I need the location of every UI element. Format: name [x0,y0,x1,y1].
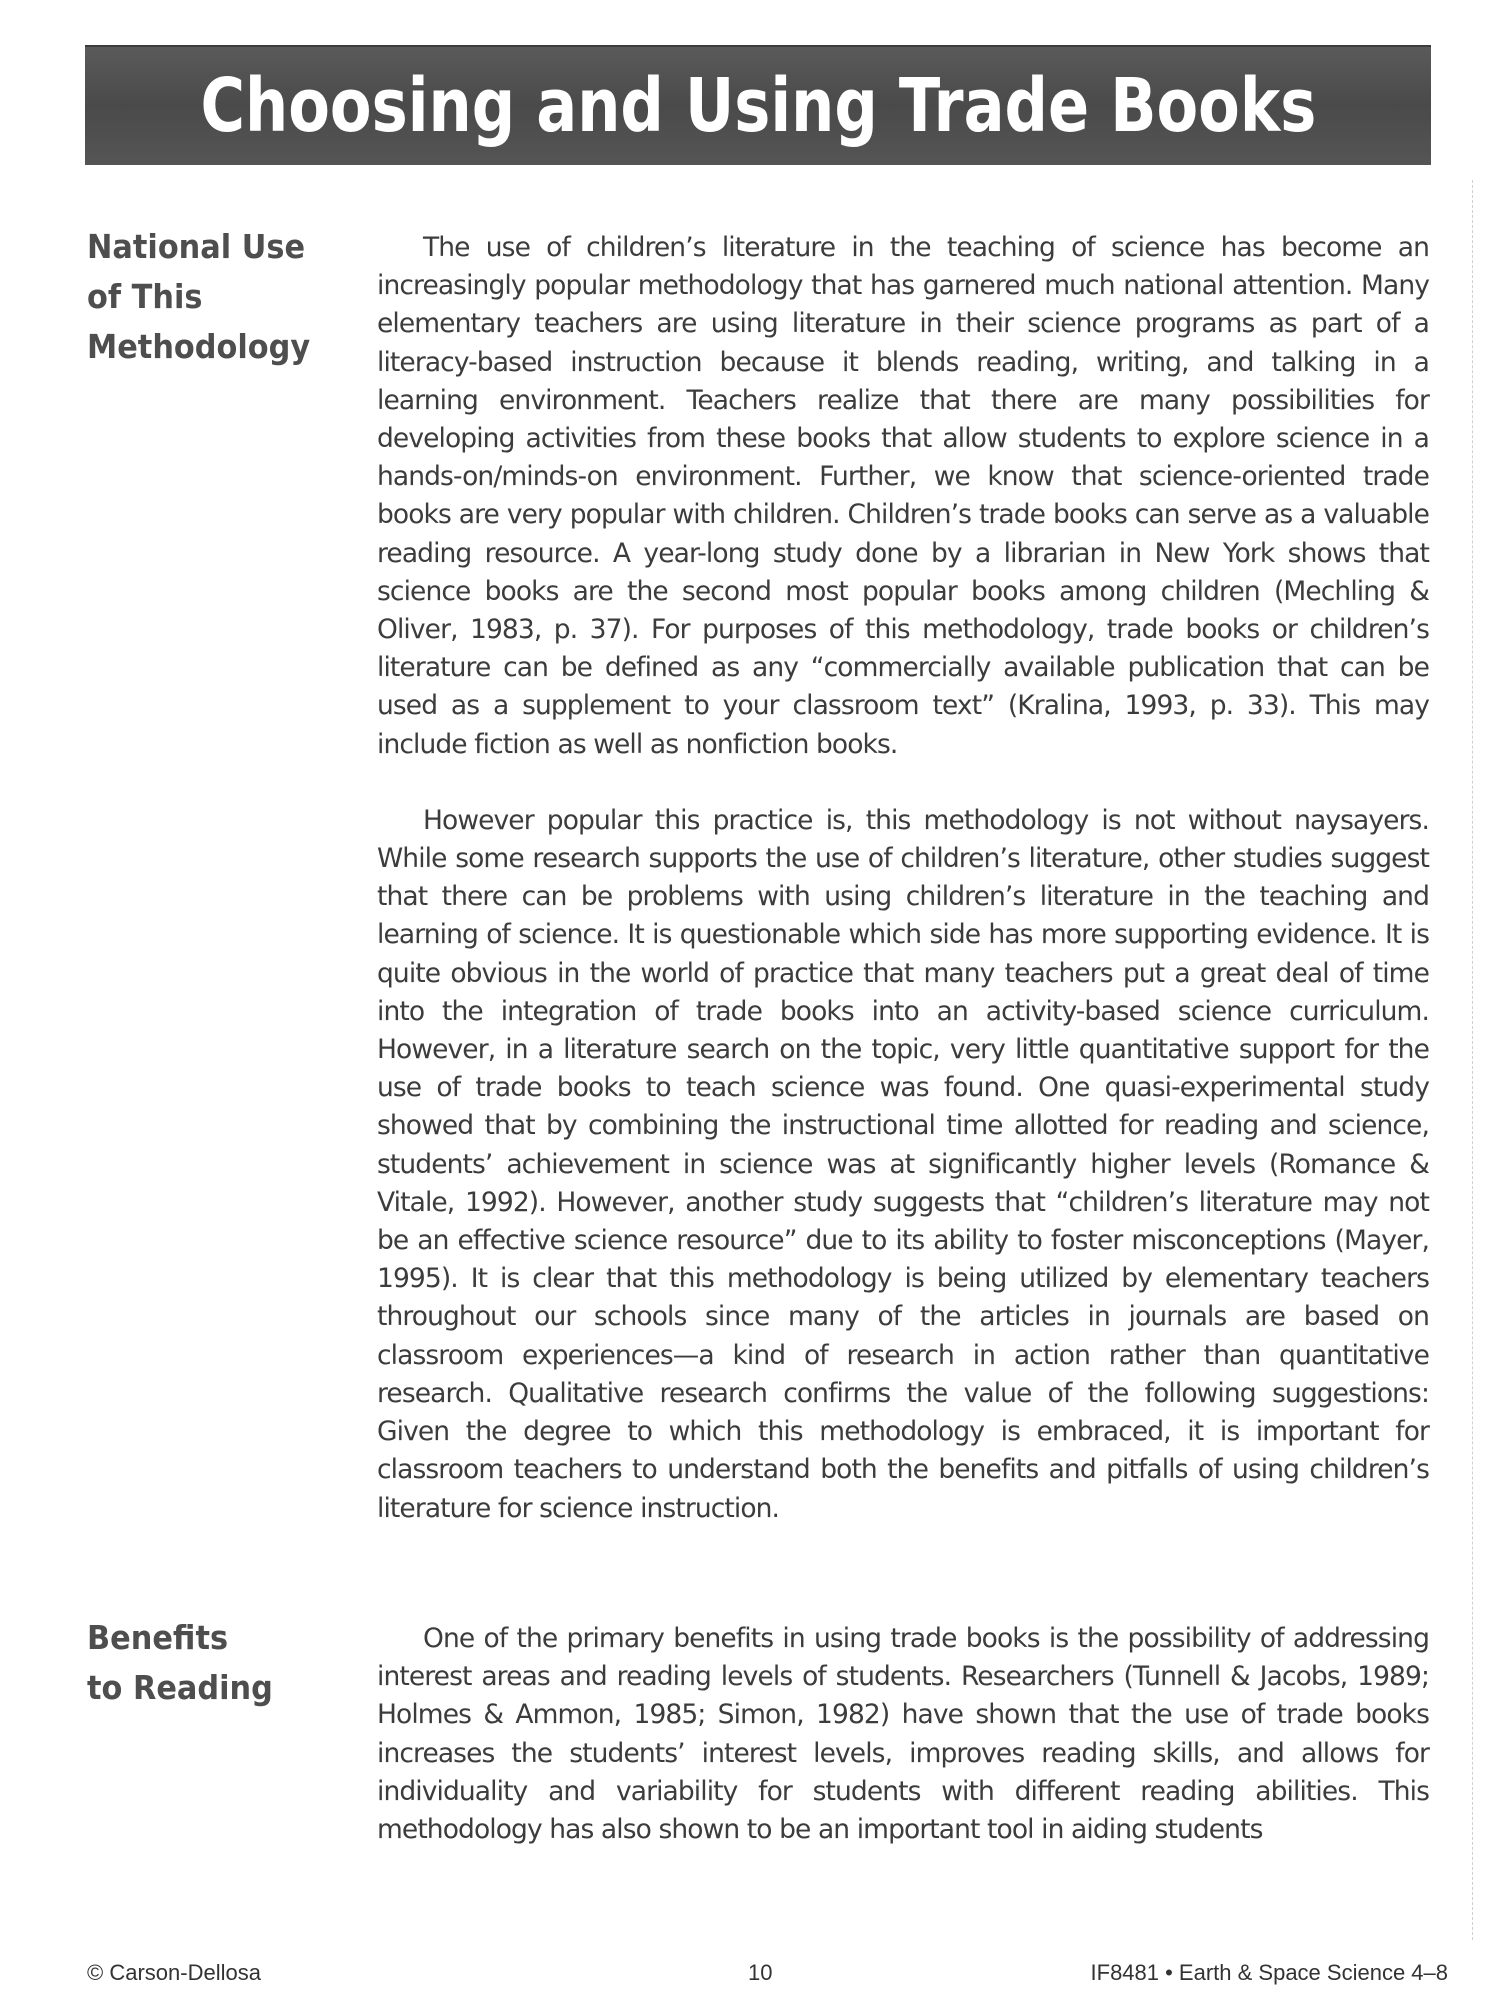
heading-line: Benefits [87,1618,229,1657]
paragraph: One of the primary benefits in using trade books is the possibility of addressing interest areas and reading levels of students. Researchers (Tunnell & Jacobs, 1989; Holmes & Ammon, 1985; Simon, 1982) have shown that the use of trade books increases the students’ interest levels, improves reading skills, and allows for individuality and variability for students with different reading abilities. This methodology has also shown to be an important tool in aiding students [377,1623,1429,1846]
footer-product-code: IF8481 • Earth & Space Science 4–8 [1090,1960,1448,1985]
paragraph: The use of children’s literature in the teaching of science has become an increasingly popular methodology that has garnered much national attention. Many elementary teachers are using literature in their science programs as part of a literacy-based instruction because it blends reading, writing, and talking in a learning environment. Teachers realize that there are many possibilities for developing activities from these books that allow students to explore science in a hands-on/minds-on environment. Further, we know that science-oriented trade books are very popular with children. Children’s trade books can serve as a valuable reading resource. A year-long study done by a librarian in New York shows that science books are the second most popular books among children (Mechling & Oliver, 1983, p. 37). For purposes of this methodology, trade books or children’s literature can be defined as any “commercially available publication that can be used as a supplement to your classroom text” (Kralina, 1993, p. 33). This may include fiction as well as nonfiction books. [377,232,1429,760]
heading-line: to Reading [87,1668,273,1707]
heading-line: of This [87,277,203,316]
heading-line: National Use [87,227,306,266]
page-title: Choosing and Using Trade Books [200,63,1316,149]
section-body-national-use [377,229,1429,1528]
section-heading-national-use [87,222,330,372]
footer-page-number: 10 [748,1960,773,1985]
footer-copyright: © Carson-Dellosa [87,1960,261,1985]
paragraph: However popular this practice is, this methodology is not without naysayers. While some research supports the use of children’s literature, other studies suggest that there can be problems with using children’s literature in the teaching and learning of science. It is questionable which side has more supporting evidence. It is quite obvious in the world of practice that many teachers put a great deal of time into the integration of trade books into an activity-based science curriculum. However, in a literature search on the topic, very little quantitative support for the use of trade books to teach science was found. One quasi-experimental study showed that by combining the instructional time allotted for reading and science, students’ achievement in science was at significantly higher levels (Romance & Vitale, 1992). However, another study suggests that “children’s literature may not be an effective science resource” due to its ability to foster misconceptions (Mayer, 1995). It is clear that this methodology is being utilized by elementary teachers throughout our schools since many of the articles in journals are based on classroom experiences—a kind of research in action rather than quantitative research. Qualitative research confirms the value of the following suggestions: Given the degree to which this methodology is embraced, it is important for classroom teachers to understand both the benefits and pitfalls of using children’s literature for science instruction. [377,804,1429,1524]
heading-line: Methodology [87,327,311,366]
title-banner [85,45,1431,165]
section-body-benefits [377,1620,1429,1849]
page-edge-rule [1472,180,1474,1940]
section-heading-benefits [87,1613,289,1713]
